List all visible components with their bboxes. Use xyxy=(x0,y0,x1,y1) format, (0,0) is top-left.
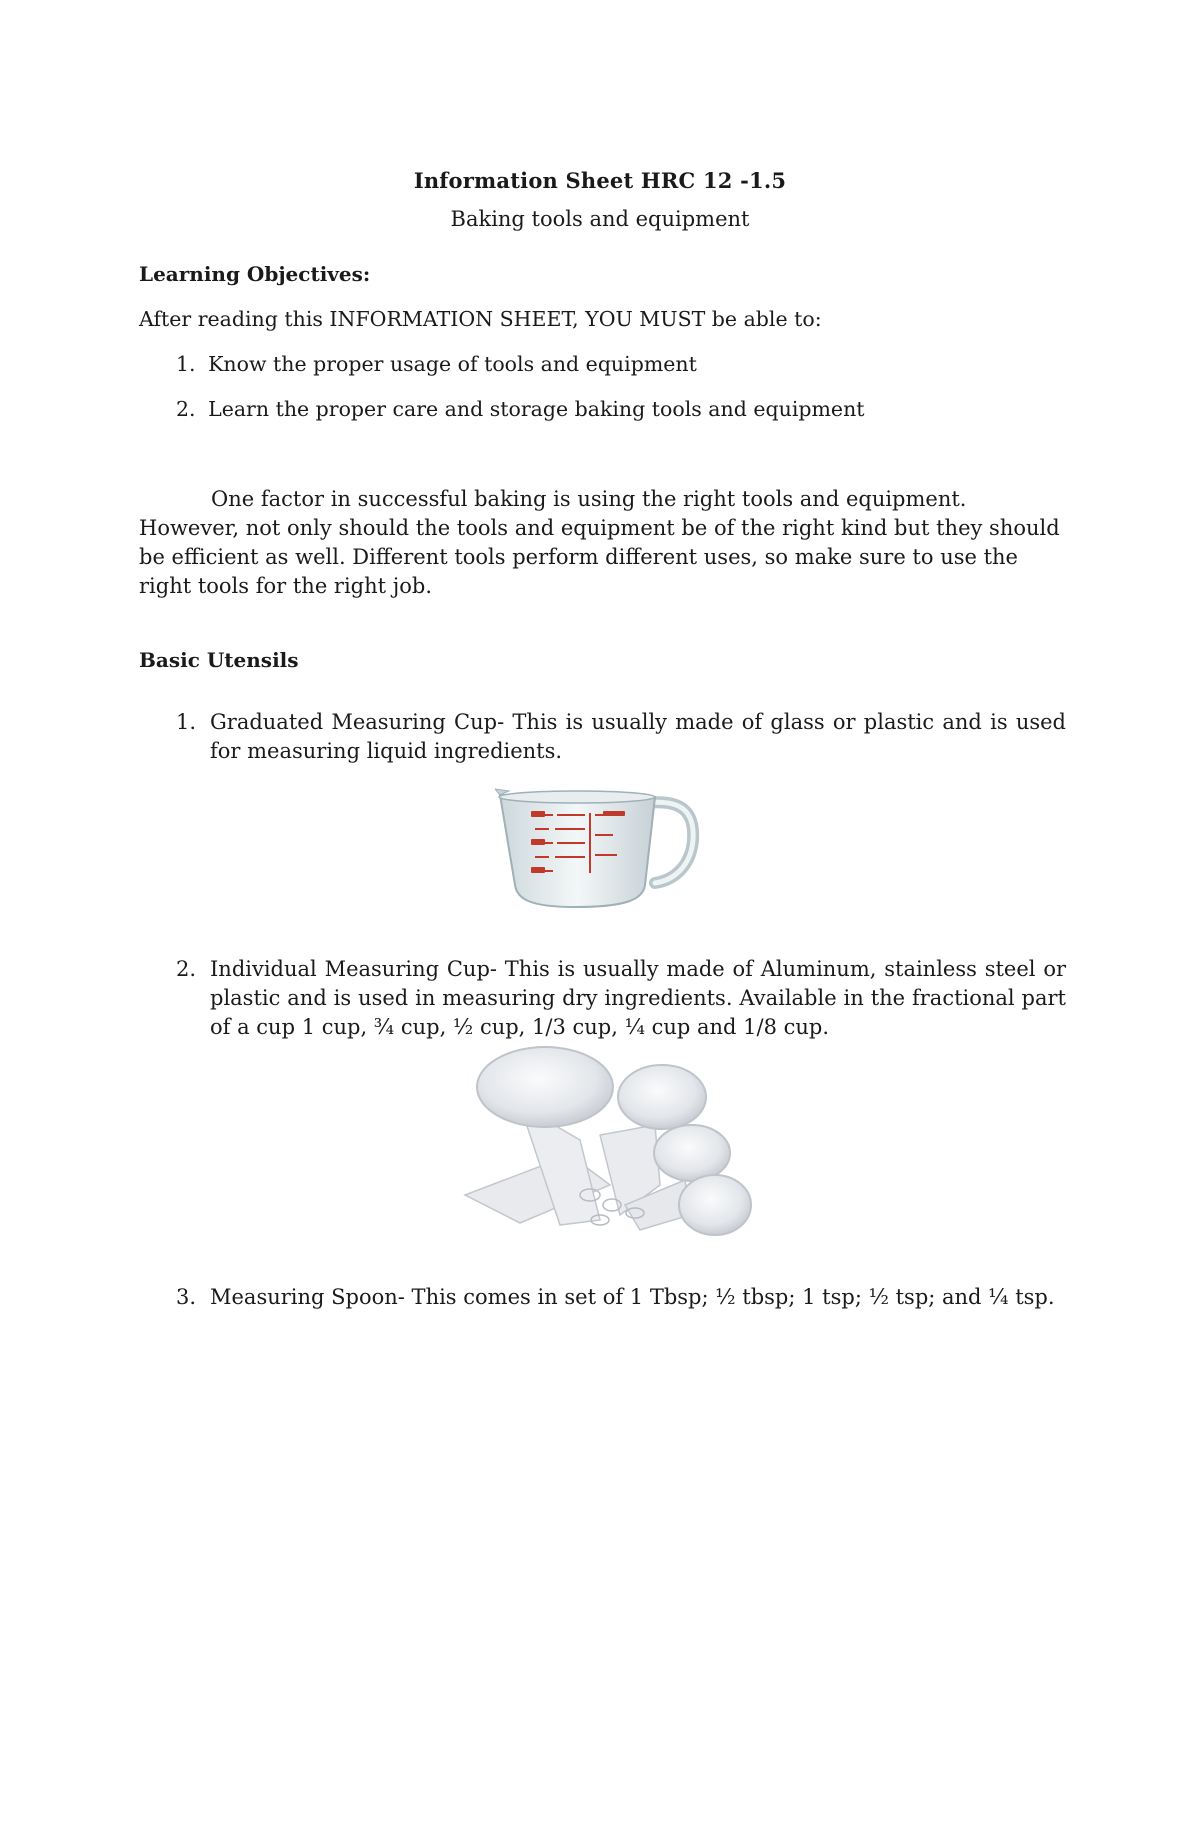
utensil-text: Individual Measuring Cup- This is usually made of Aluminum, stainless steel or plastic and is used in measuring dry ingredients. Available in the fractional part of a cup 1 cup, ¾ cup, ½ cup, 1/3 cup, ¼ cup and 1/8 cup. xyxy=(210,957,1066,1039)
objective-number: 2. xyxy=(176,397,196,421)
utensil-text: Measuring Spoon- This comes in set of 1 Tbsp; ½ tbsp; 1 tsp; ½ tsp; and ¼ tsp. xyxy=(210,1285,1055,1309)
objective-text: Know the proper usage of tools and equipment xyxy=(208,352,697,376)
utensil-number: 3. xyxy=(176,1285,197,1309)
utensil-number: 2. xyxy=(176,957,197,981)
utensil-item xyxy=(176,708,1066,768)
utensil-number: 1. xyxy=(176,710,197,734)
objective-number: 1. xyxy=(176,352,196,376)
intro-paragraph: One factor in successful baking is using the right tools and equipment. However, not only should the tools and equipment be of the right kind but they should be efficient as well. Different tools perform different uses, so make sure to use the right tools for the right job. xyxy=(139,487,1060,598)
objective-item xyxy=(176,397,865,421)
objective-text: Learn the proper care and storage baking tools and equipment xyxy=(208,397,865,421)
objectives-lead: After reading this INFORMATION SHEET, YOU MUST be able to: xyxy=(139,307,822,331)
graduated-measuring-cup-image xyxy=(495,785,705,910)
objectives-heading: Learning Objectives: xyxy=(139,262,371,286)
page-title: Information Sheet HRC 12 -1.5 xyxy=(413,168,787,193)
utensil-item xyxy=(176,955,1066,1045)
objective-item xyxy=(176,352,697,376)
utensils-heading: Basic Utensils xyxy=(139,648,299,672)
individual-measuring-cups-image xyxy=(450,1045,760,1250)
utensil-item xyxy=(176,1283,1066,1343)
utensil-text: Graduated Measuring Cup- This is usually made of glass or plastic and is used for measuring liquid ingredients. xyxy=(210,710,1066,763)
page-subtitle: Baking tools and equipment xyxy=(450,207,750,231)
